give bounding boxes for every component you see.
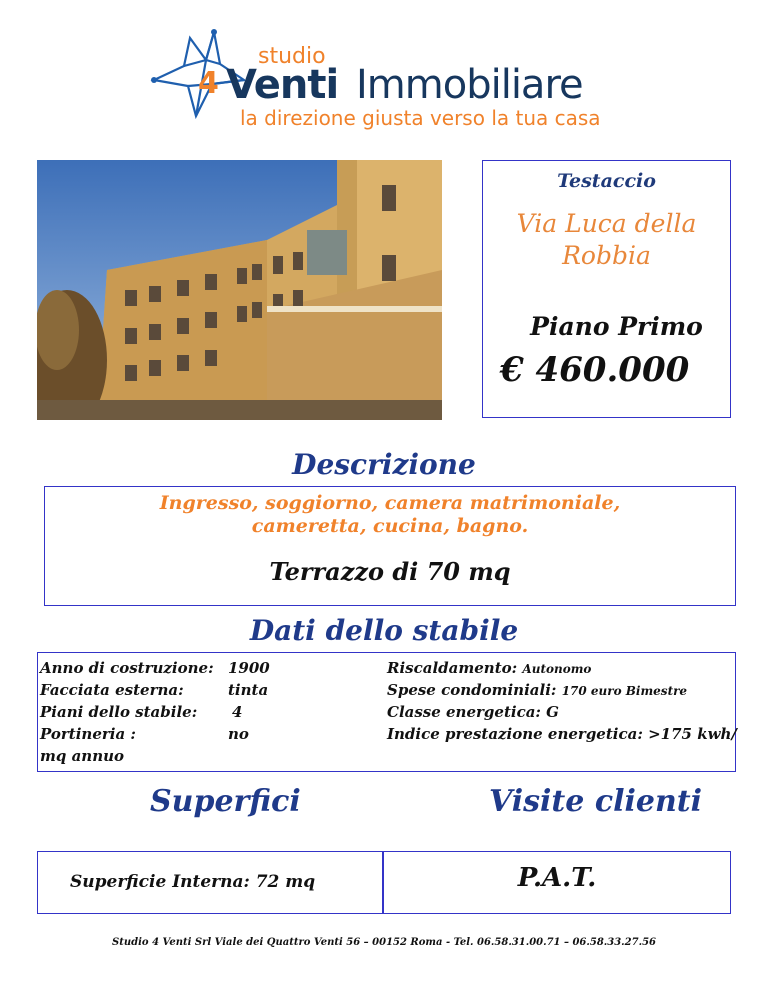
description-line-2: cameretta, cucina, bagno. — [251, 515, 529, 537]
surfaces-heading: Superfici — [150, 784, 301, 819]
street-line-1: Via Luca della — [516, 209, 697, 238]
fees-value: 170 euro Bimestre — [561, 684, 688, 698]
logo-studio-text: studio — [258, 44, 326, 69]
porter-value: no — [228, 725, 249, 743]
street-line-2: Robbia — [562, 241, 651, 270]
price-label: € 460.000 — [500, 350, 690, 390]
footer-contact: Studio 4 Venti Srl Viale dei Quattro Venti 56 – 00152 Roma - Tel. 06.58.31.00.71 – 06.58.33.27.56 — [112, 937, 656, 948]
building-heading: Dati dello stabile — [249, 614, 519, 647]
facade-label: Facciata esterna: — [40, 681, 184, 699]
description-line-1: Ingresso, soggiorno, camera matrimoniale, — [159, 492, 621, 514]
heating-value: Autonomo — [522, 662, 592, 676]
logo-immobiliare-text: Immobiliare — [356, 62, 583, 108]
street-address — [482, 208, 731, 272]
porter-label: Portineria : — [40, 725, 136, 743]
floor-label: Piano Primo — [530, 312, 703, 341]
energy-index: Indice prestazione energetica: >175 kwh/ — [387, 725, 737, 743]
fees-row — [387, 680, 687, 701]
energy-class: Classe energetica: G — [387, 703, 559, 721]
logo-venti-text: Venti — [226, 62, 339, 108]
logo-tagline: la direzione giusta verso la tua casa — [240, 106, 601, 130]
visits-value: P.A.T. — [517, 863, 597, 893]
area-label: Testaccio — [557, 170, 656, 192]
year-label: Anno di costruzione: — [40, 659, 214, 677]
fees-label: Spese condominiali: — [387, 681, 557, 699]
building-photo — [37, 160, 442, 420]
floors-label: Piani dello stabile: — [40, 703, 198, 721]
terrace-label: Terrazzo di 70 mq — [269, 557, 511, 586]
heating-label: Riscaldamento: — [387, 659, 518, 677]
year-value: 1900 — [228, 659, 270, 677]
description-text — [44, 492, 736, 538]
facade-value: tinta — [228, 681, 269, 699]
porter-extra: mq annuo — [40, 747, 125, 765]
logo-number: 4 — [198, 66, 219, 101]
visits-heading: Visite clienti — [489, 784, 703, 819]
floors-value: 4 — [232, 703, 243, 721]
heating-row — [387, 658, 591, 679]
internal-surface: Superficie Interna: 72 mq — [70, 872, 316, 892]
description-heading: Descrizione — [292, 448, 476, 481]
